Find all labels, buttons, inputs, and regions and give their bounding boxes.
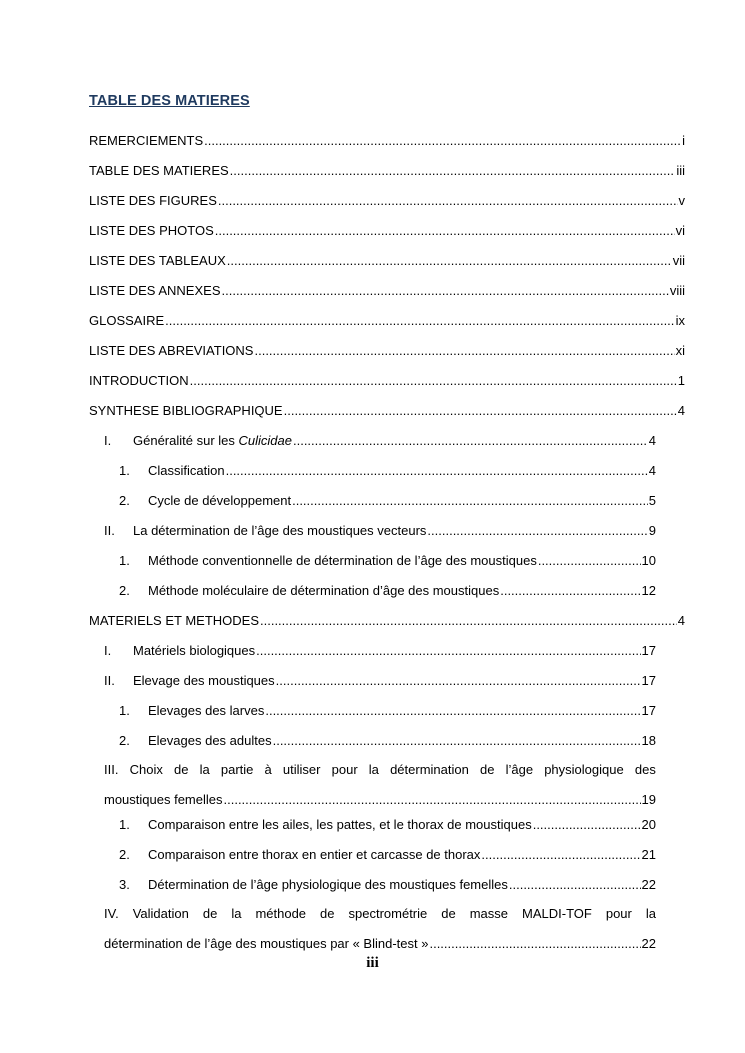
toc-entry-comparaison-ailes[interactable] [119,817,656,833]
dot-leader [481,847,640,863]
toc-label [119,583,499,599]
page-title: TABLE DES MATIERES [89,93,250,109]
title-word: la [231,906,242,921]
title-word: pour [605,906,632,921]
section-title-continued: détermination de l’âge des moustiques par « Blind-test » [104,936,429,951]
toc-page-number: vi [675,223,685,238]
toc-entry-generalite-culicidae[interactable] [104,433,656,449]
dot-leader [254,343,674,359]
title-word: l’âge [505,762,534,777]
dot-leader [293,433,648,449]
toc-label: MATERIELS ET METHODES [89,613,259,628]
toc-entry-liste-abreviations[interactable] [89,343,685,359]
toc-label [119,733,272,749]
dot-leader [276,673,641,689]
toc-label [119,817,532,833]
toc-entry-liste-annexes[interactable] [89,283,685,299]
toc-page-number: 17 [641,643,656,658]
title-word: spectrométrie [348,906,428,921]
toc-page-number: 17 [641,703,656,718]
toc-page-number: 19 [641,792,656,807]
toc-entry-line-2 [104,785,656,815]
section-number: 1. [119,553,130,568]
toc-entry-line-1 [104,899,656,929]
section-title: Elevages des adultes [148,733,272,748]
toc-page-number: 21 [641,847,656,862]
toc-entry-synthese[interactable] [89,403,685,419]
dot-leader [533,817,641,833]
section-number: II. [104,673,115,688]
toc-label [104,433,292,449]
section-number: III. [104,762,119,777]
toc-entry-liste-figures[interactable] [89,193,685,209]
title-word: utiliser [282,762,321,777]
title-word: MALDI-TOF [522,906,592,921]
title-word: la [199,762,210,777]
toc-entry-liste-tableaux[interactable] [89,253,685,269]
section-number: 2. [119,583,130,598]
title-word: des [634,762,656,777]
toc-page-number: viii [669,283,685,298]
toc-page-number: 1 [677,373,685,388]
toc-label: REMERCIEMENTS [89,133,204,148]
toc-label [119,463,225,479]
toc-page-number: 22 [641,936,656,951]
title-word: de [202,906,218,921]
toc-page-number: 22 [641,877,656,892]
toc-page-number: 4 [648,463,656,478]
toc-label: LISTE DES PHOTOS [89,223,214,238]
section-number: 2. [119,493,130,508]
section-title-italic: Culicidae [238,433,292,448]
toc-page-number: v [678,193,685,208]
toc-page-number: i [682,133,685,148]
toc-entry-materiels-methodes[interactable] [89,613,685,629]
toc-label [104,523,426,539]
dot-leader [224,785,641,815]
toc-label: TABLE DES MATIERES [89,163,229,178]
section-title: Elevages des larves [148,703,265,718]
section-title: Comparaison entre thorax en entier et carcasse de thorax [148,847,481,862]
toc-page-number: 5 [648,493,656,508]
toc-label [119,493,291,509]
toc-page-number: xi [675,343,685,358]
toc-page-number: ix [675,313,685,328]
toc-page-number: 18 [641,733,656,748]
section-title: Généralité sur les [133,433,239,448]
toc-page-number: vii [672,253,685,268]
toc-entry-line-1 [104,755,656,785]
title-word: la [368,762,379,777]
section-number: IV. [104,906,119,921]
toc-label: GLOSSAIRE [89,313,165,328]
dot-leader [230,163,676,179]
toc-label: LISTE DES ABREVIATIONS [89,343,254,358]
dot-leader [165,313,674,329]
dot-leader [292,493,648,509]
dot-leader [265,703,640,719]
section-title: Elevage des moustiques [133,673,275,688]
section-number: I. [104,433,112,448]
title-word: de [441,906,456,921]
section-number: 1. [119,463,130,478]
toc-entry-classification[interactable] [119,463,656,479]
toc-entry-cycle-developpement[interactable] [119,493,656,509]
toc-page-number: 12 [641,583,656,598]
section-number: 1. [119,817,130,832]
toc-page-number: 9 [648,523,656,538]
title-word: Validation [132,906,189,921]
toc-entry-elevages-larves[interactable] [119,703,656,719]
toc-entry-materiels-biologiques[interactable] [104,643,656,659]
section-number: 2. [119,733,130,748]
title-word: Choix [129,762,163,777]
toc-page-number: 4 [677,403,685,418]
toc-entry-determination-age[interactable] [104,523,656,539]
toc-entry-determination-age-physiologique[interactable] [119,877,656,893]
toc-label: LISTE DES FIGURES [89,193,217,208]
toc-page-number: 10 [641,553,656,568]
toc-entry-methode-conventionnelle[interactable] [119,553,656,569]
section-number: 1. [119,703,130,718]
toc-page-number: 17 [641,673,656,688]
toc-entry-elevages-adultes[interactable] [119,733,656,749]
section-title: Méthode moléculaire de détermination d’âge des moustiques [148,583,500,598]
title-word: de [479,762,495,777]
section-title: Classification [148,463,225,478]
section-number: II. [104,523,115,538]
dot-leader [538,553,641,569]
dot-leader [256,643,640,659]
toc-label: SYNTHESE BIBLIOGRAPHIQUE [89,403,283,418]
toc-entry-introduction[interactable] [89,373,685,389]
section-title-continued: moustiques femelles [104,792,223,807]
toc-entry-liste-photos[interactable] [89,223,685,239]
toc-entry-table-des-matieres[interactable] [89,163,685,179]
title-word: de [320,906,335,921]
toc-entry-comparaison-thorax[interactable] [119,847,656,863]
toc-page-number: 4 [648,433,656,448]
section-title: Détermination de l’âge physiologique des moustiques femelles [148,877,508,892]
dot-leader [190,373,677,389]
dot-leader [218,193,678,209]
toc-label [119,847,480,863]
section-title: Comparaison entre les ailes, les pattes, et le thorax de moustiques [148,817,532,832]
dot-leader [427,523,647,539]
dot-leader [226,463,648,479]
dot-leader [500,583,640,599]
title-word: partie [220,762,254,777]
section-title: Matériels biologiques [133,643,256,658]
title-word: la [645,906,656,921]
section-title: Méthode conventionnelle de détermination de l’âge des moustiques [148,553,537,568]
toc-label [119,553,537,569]
toc-entry-glossaire[interactable] [89,313,685,329]
toc-entry-remerciements[interactable] [89,133,685,149]
dot-leader [222,283,669,299]
dot-leader [509,877,641,893]
section-number: 3. [119,877,130,892]
title-word: méthode [255,906,307,921]
toc-entry-elevage-moustiques[interactable] [104,673,656,689]
toc-label: LISTE DES ANNEXES [89,283,221,298]
section-title: La détermination de l’âge des moustiques vecteurs [133,523,427,538]
dot-leader [260,613,677,629]
dot-leader [284,403,677,419]
dot-leader [273,733,641,749]
section-number: 2. [119,847,130,862]
toc-label [119,703,264,719]
dot-leader [204,133,681,149]
title-word: pour [331,762,358,777]
toc-label [104,643,255,659]
toc-label: LISTE DES TABLEAUX [89,253,226,268]
dot-leader [227,253,672,269]
section-number: I. [104,643,112,658]
toc-label: INTRODUCTION [89,373,189,388]
toc-page-number: iii [676,163,685,178]
dot-leader [215,223,675,239]
section-title: Cycle de développement [148,493,292,508]
title-word: de [173,762,189,777]
toc-entry-choix-partie[interactable] [104,755,656,815]
title-word: détermination [390,762,469,777]
title-word: physiologique [544,762,624,777]
title-word: masse [469,906,509,921]
toc-label [104,673,275,689]
toc-page-number: 20 [641,817,656,832]
toc-label [119,877,508,893]
page-folio: iii [366,955,379,971]
toc-entry-validation-maldi-tof[interactable] [104,899,656,959]
toc-page-number: 4 [677,613,685,628]
toc-entry-methode-moleculaire[interactable] [119,583,656,599]
title-word: à [264,762,272,777]
